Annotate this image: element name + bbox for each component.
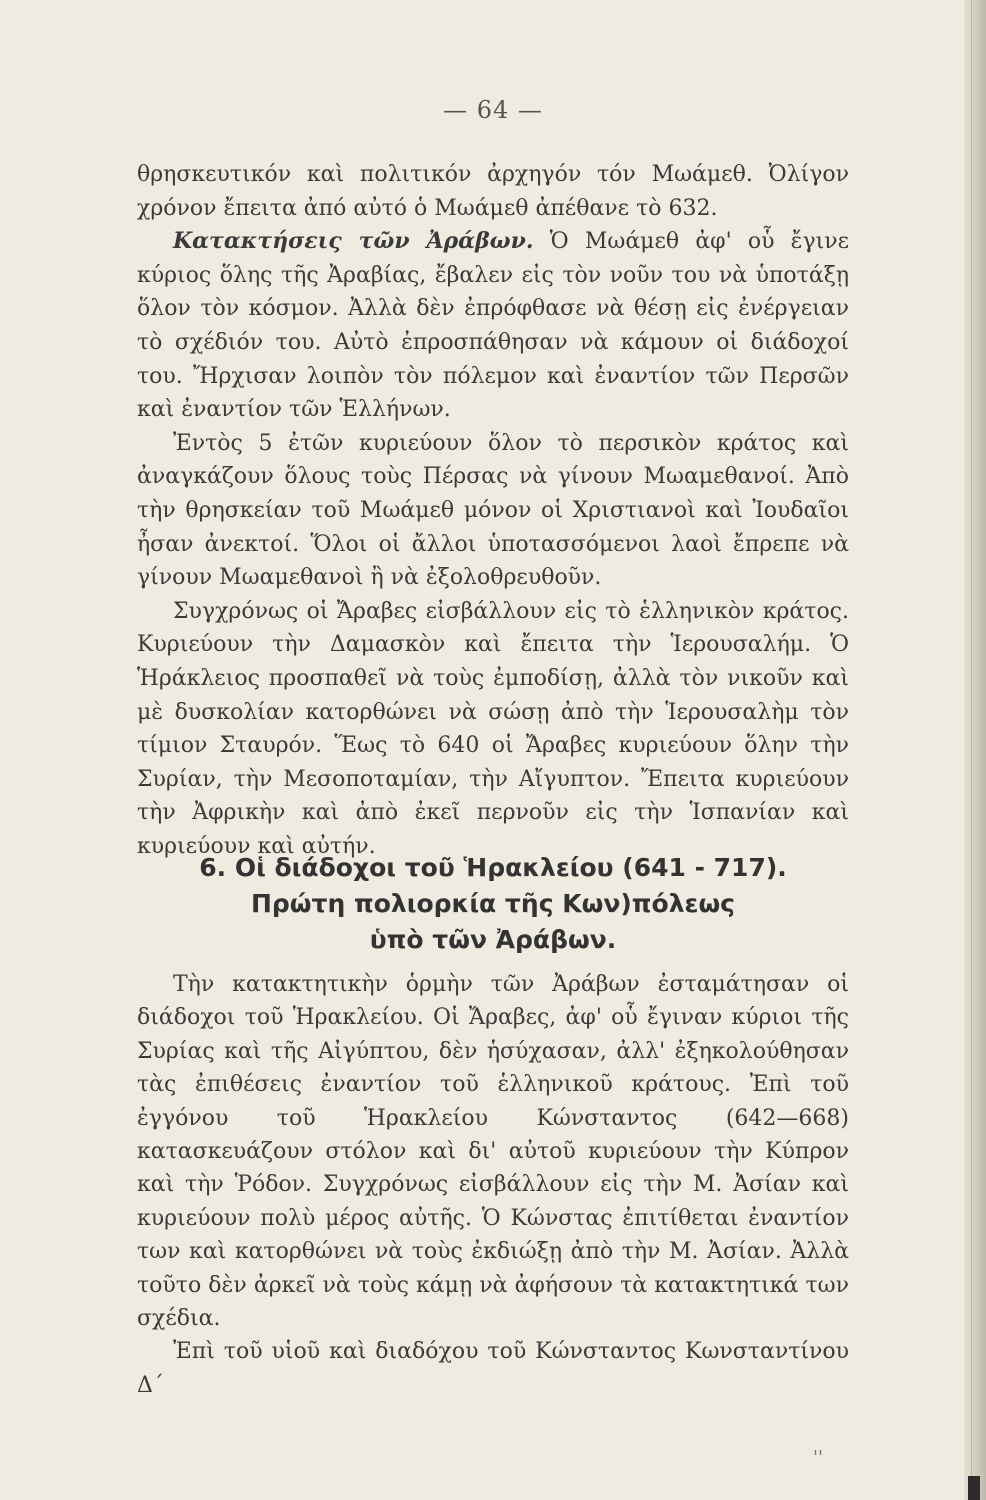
section-heading [137,850,849,958]
body-text-top [137,158,849,863]
paragraph-text: Ἐντὸς 5 ἐτῶν κυριεύουν ὅλον τὸ περσικὸν κράτος καὶ ἀναγκάζουν ὅλους τοὺς Πέρσας νὰ γίνουν Μωαμεθανοί. Ἀπὸ τὴν θρησκείαν τοῦ Μωάμεθ μόνον οἱ Χριστιανοὶ καὶ Ἰουδαῖοι ἦσαν ἀνεκτοί. Ὅλοι οἱ ἄλλοι ὑποτασσόμενοι λαοὶ ἔπρεπε νὰ γίνουν Μωαμεθανοὶ ἢ νὰ ἐξολοθρευθοῦν. [137,430,849,591]
paragraph: Τὴν κατακτητικὴν ὁρμὴν τῶν Ἀράβων ἐσταμάτησαν οἱ διάδοχοι τοῦ Ἡρακλείου. Οἱ Ἄραβες, ἀφ' οὗ ἔγιναν κύριοι τῆς Συρίας καὶ τῆς Αἰγύπτου, δὲν ἡσύχασαν, ἀλλ' ἐξηκολούθησαν τὰς ἐπιθέσεις ἐναντίον τοῦ ἑλληνικοῦ κράτους. Ἐπὶ τοῦ ἐγγόνου τοῦ Ἡρακλείου Κώνσταντος (642—668) κατασκευάζουν στόλον καὶ δι' αὐτοῦ κυριεύουν τὴν Κύπρον καὶ τὴν Ῥόδον. Συγχρόνως εἰσβάλλουν εἰς τὴν Μ. Ἀσίαν καὶ κυριεύουν πολὺ μέρος αὐτῆς. Ὁ Κώνστας ἐπιτίθεται ἐναντίον των καὶ κατορθώνει νὰ τοὺς ἐκδιώξῃ ἀπὸ τὴν Μ. Ἀσίαν. Ἀλλὰ τοῦτο δὲν ἀρκεῖ νὰ τοὺς κάμῃ νὰ ἀφήσουν τὰ κατακτητικά των σχέδια. [137,972,849,1332]
page-number: — 64 — [443,96,543,124]
stray-mark: '' [813,1447,823,1468]
section-heading-line: ὑπὸ τῶν Ἀράβων. [369,925,617,954]
section-heading-line: Πρώτη πολιορκία τῆς Κων)πόλεως [250,889,736,918]
paragraph-text: θρησκευτικόν καὶ πολιτικόν ἀρχηγόν τόν Μωάμεθ. Ὀλίγον χρόνον ἔπειτα ἀπό αὐτό ὁ Μωάμεθ ἀπέθανε τὸ 632. [137,162,849,221]
paragraph [137,225,849,427]
subheading: Κατακτήσεις τῶν Ἀράβων. [173,228,534,255]
paragraph [137,427,849,595]
page-edge-line [971,0,972,1500]
paragraph-text: Ὁ Μωάμεθ ἀφ' οὗ ἔγινε κύριος ὅλης τῆς Ἀραβίας, ἔβαλεν εἰς τὸν νοῦν του νὰ ὑποτάξῃ ὅλον τὸν κόσμον. Ἀλλὰ δὲν ἐπρόφθασε νὰ θέσῃ εἰς ἐνέργειαν τὸ σχέδιόν του. Αὐτὸ ἐπροσπάθησαν νὰ κάμουν οἱ διάδοχοί του. Ἤρχισαν λοιπὸν τὸν πόλεμον καὶ ἐναντίον τῶν Περσῶν καὶ ἐναντίον τῶν Ἑλλήνων. [137,229,849,423]
body-text-bottom [137,968,849,1402]
page-edge [964,0,986,1500]
corner-mark [968,1476,980,1500]
section-heading-line: 6. Οἱ διάδοχοι τοῦ Ἡρακλείου (641 - 717). [199,853,787,882]
paragraph [137,158,849,225]
paragraph [137,595,849,864]
paragraph: Ἐπὶ τοῦ υἱοῦ καὶ διαδόχου τοῦ Κώνσταντος Κωνσταντίνου Δ´ [137,1339,849,1398]
paragraph-text: Συγχρόνως οἱ Ἄραβες εἰσβάλλουν εἰς τὸ ἑλληνικὸν κράτος. Κυριεύουν τὴν Δαμασκὸν καὶ ἔπειτα τὴν Ἱερουσαλήμ. Ὁ Ἡράκλειος προσπαθεῖ νὰ τοὺς ἐμποδίσῃ, ἀλλὰ τὸν νικοῦν καὶ μὲ δυσκολίαν κατορθώνει νὰ σώσῃ ἀπὸ τὴν Ἱερουσαλὴμ τὸν τίμιον Σταυρόν. Ἕως τὸ 640 οἱ Ἄραβες κυριεύουν ὅλην τὴν Συρίαν, τὴν Μεσοποταμίαν, τὴν Αἴγυπτον. Ἔπειτα κυριεύουν τὴν Ἀφρικὴν καὶ ἀπὸ ἐκεῖ περνοῦν εἰς τὴν Ἱσπανίαν καὶ κυριεύουν καὶ αὐτήν. [137,598,849,859]
